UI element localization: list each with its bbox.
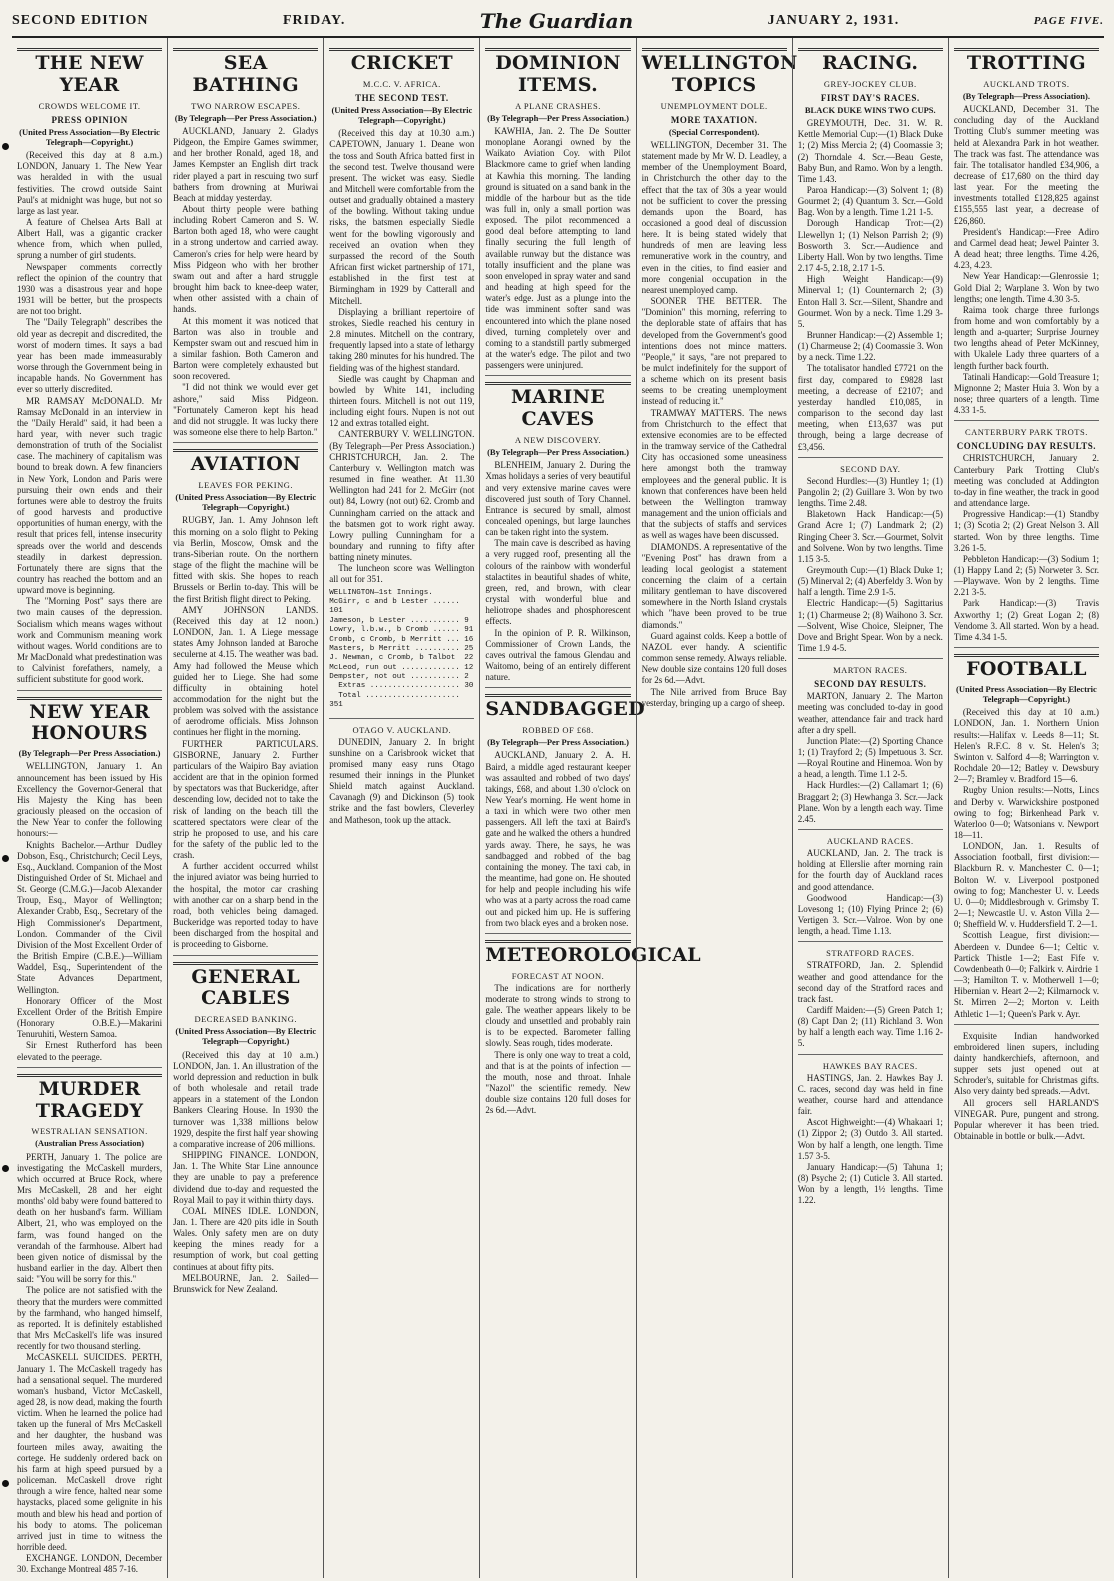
article-paragraph: Dorough Handicap Trot:—(2) Llewellyn 1; (1) Nelson Parrish 2; (9) Bosworth 3. Scr.—Audience and Liberty Hall. Won by two lengths. Time 2.17 4-5, 2.18, 2.17 1-5. bbox=[797, 218, 943, 274]
article-headline: THE NEW YEAR bbox=[17, 48, 162, 97]
article-body bbox=[798, 476, 943, 655]
article-dek: CROWDS WELCOME IT. bbox=[38, 100, 141, 111]
article-paragraph: The luncheon score was Wellington all out for 351. bbox=[329, 563, 475, 585]
article-paragraph: DIAMONDS. A representative of the "Evening Post" has drawn from a leading local geologist a statement concerning the claim of a certain military gentleman to have discovered somewhere in the North Island crystals which "have been proved to be true diamonds." bbox=[641, 541, 787, 630]
article-subhead: SECOND DAY RESULTS. bbox=[814, 679, 927, 690]
article-paragraph: Raima took charge three furlongs from home and won comfortably by a length and a-quarter; Surprise Journey two lengths ahead of Peter McKinney, with Ukalele Lady three quarters of a length further back fourth. bbox=[953, 304, 1099, 371]
article-paragraph: Blaketown Hack Handicap:—(5) Grand Acre 1; (7) Landmark 2; (2) Ringing Cheer 3. Scr.—Gourmet, Solvit and Solvene. Won by two lengths. Time 1.15 3-5. bbox=[797, 509, 943, 564]
article-paragraph: RUGBY, Jan. 1. Amy Johnson left this morning on a solo flight to Peking via Berlin, Moscow, Omsk and the trans-Siberian route. On the northern stage of the flight the machine will be fitted with skis. She hopes to reach Brussels or Berlin to-day. This will be the first British flight direct to Peking. bbox=[173, 515, 319, 604]
article-paragraph: MR RAMSAY McDONALD. Mr Ramsay McDonald in an interview in the "Daily Herald" said, it had been a hard year, with never such tragic demonstration of truth of the Socialist case. The machinery of capitalism was bound to break down. A few financiers in New York, London and Paris were pursuing their own ends and their fortunes were able to destroy the fruits of good harvests and productive opportunities of human energy, with the result that prices fell, intense insecurity spreads over the world and descends steadily in darkest depression. Fortunately there are signs that the country has reached the bottom and an upward move is beginning. bbox=[17, 395, 163, 596]
column-1 bbox=[12, 38, 167, 1578]
article-paragraph: Park Handicap:—(3) Travis Axworthy 1; (2) Great Logan 2; (8) Vendome 3. All started. Won by a head. Time 4.34 1-5. bbox=[953, 598, 1099, 642]
article-paragraph: Exquisite Indian handworked embroidered linen supers, including dainty handkerchiefs, afternoon, and supper sets just opened out at Schroder's, suitable for Christmas gifts. Also very dainty bed spreads.—Advt. bbox=[953, 1030, 1099, 1097]
article-paragraph: SHIPPING FINANCE. LONDON, Jan. 1. The White Star Line announce they are unable to pay a preference dividend due to-day and requested the Royal Mail to pay it within thirty days. bbox=[173, 1150, 319, 1205]
article-headline: FOOTBALL bbox=[954, 654, 1099, 681]
article-credit: (United Press Association—By Electric Telegraph—Copyright.) bbox=[175, 1026, 317, 1047]
article-paragraph: AUCKLAND, December 31. The concluding day of the Auckland Trotting Club's summer meeting was held at Alexandra Park in hot weather. The track was fast. The attendance was fair. The totalisator handled £34,906, a decrease of £17,680 on the third day last year. For the meeting the investments totalled £128,825 against £155,555 last year, a decrease of £26,860. bbox=[953, 104, 1099, 226]
article-paragraph: AUCKLAND, January 2. Gladys Pidgeon, the Empire Games swimmer, and her brother Ronald, aged 18, and James Kempster an English dirt track rider played a part in rescuing two surf bathers from drowning at Muriwai Beach at midday yesterday. bbox=[173, 125, 319, 203]
article-dek: A NEW DISCOVERY. bbox=[514, 435, 602, 445]
article-body bbox=[798, 960, 943, 1049]
article-paragraph: Paroa Handicap:—(3) Solvent 1; (8) Gourmet 2; (4) Quantum 3. Scr.—Gold Bag. Won by a length. Time 1.21 1-5. bbox=[797, 184, 943, 218]
article-body bbox=[798, 1073, 943, 1207]
article-body bbox=[954, 453, 1099, 643]
article-credit: (By Telegraph—Per Press Association.) bbox=[174, 112, 317, 123]
article-paragraph: Displaying a brilliant repertoire of strokes, Siedle reached his century in 2.8 minutes. Mitchell on the contrary, frequently lapsed into a state of lethargy taking 280 minutes for his hundred. The fielding was of the highest standard. bbox=[329, 306, 475, 373]
article-subhead: MORE TAXATION. bbox=[670, 114, 758, 125]
article-headline: AVIATION bbox=[173, 449, 318, 476]
article-paragraph: HASTINGS, Jan. 2. Hawkes Bay J. C. races, second day was held in fine weather, course hard and attendance fair. bbox=[797, 1072, 943, 1117]
article-paragraph: January Handicap:—(5) Tahuna 1; (8) Psyche 2; (1) Cuticle 3. All started. Won by a length, 1½ lengths. Time 1.22. bbox=[797, 1161, 943, 1206]
margin-dot bbox=[2, 1480, 9, 1487]
article-dek: WESTRALIAN SENSATION. bbox=[31, 1126, 148, 1137]
article-paragraph: The totalisator handled £7721 on the first day, compared to £9828 last meeting, a decrease of £2107; and yesterday handled £10,085, in comparison to the second day last meeting, when £13,637 was put through, being a large decrease of £3,456. bbox=[797, 363, 943, 452]
article-body bbox=[798, 118, 943, 453]
article-dek: M.C.C. V. AFRICA. bbox=[362, 78, 441, 89]
article bbox=[17, 697, 162, 1068]
article-paragraph: The "Daily Telegraph" describes the old year as decrepit and discredited, the worst of modern times. It says a bad year has been made immeasurably worse through the Government being in incapable hands. No Government has ever so utterly discredited. bbox=[17, 317, 163, 395]
article-body bbox=[173, 1050, 318, 1295]
article-headline: CRICKET bbox=[329, 48, 474, 75]
article bbox=[954, 48, 1099, 421]
article-subhead: THE SECOND TEST. bbox=[355, 92, 449, 103]
article-paragraph: The Nile arrived from Bruce Bay yesterday, bringing up a cargo of sheep. bbox=[641, 686, 787, 708]
article-paragraph: President's Handicap:—Free Adiro and Carmel dead heat; Jewel Painter 3. A dead heat; three lengths. Time 4.26, 4.23, 4.23. bbox=[953, 226, 1099, 271]
article-credit: BLACK DUKE WINS TWO CUPS. bbox=[804, 104, 936, 115]
article-paragraph: STRATFORD, Jan. 2. Splendid weather and good attendance for the second day of the Stratford races and track fast. bbox=[797, 960, 943, 1004]
article-credit: (United Press Association—By Electric Telegraph—Copyright.) bbox=[175, 492, 317, 513]
article-paragraph: (Received this day at 10.30 a.m.) CAPETOWN, January 1. Deane won the toss and South Africa batted first in the second test. Twelve thousand were present. The wicket was easy. Siedle and Mitchell were comfortable from the outset and gradually obtained a mastery of the bowling. Without taking undue risks, the batsmen especially Siedle went for the bowling vigorously and received an ovation when they surpassed the record of the South African first wicket partnership of 171, established in the first test at Birmingham in 1929 by Catterall and Mitchell. bbox=[329, 128, 475, 306]
article-paragraph: The "Morning Post" says there are two main causes of the depression. Socialism which means wages without work and Communism meaning work without wages. World conditions are to Mr MacDonald what predestination was to Calvinist forefathers, namely, a sufficient substitute for good work. bbox=[17, 596, 163, 685]
article bbox=[798, 48, 943, 458]
article-body bbox=[954, 1031, 1099, 1143]
page-number: PAGE FIVE. bbox=[1033, 15, 1104, 27]
article-credit: (United Press Association—By Electric Telegraph—Copyright.) bbox=[19, 126, 160, 147]
article bbox=[17, 1074, 162, 1580]
article bbox=[329, 48, 474, 719]
article-paragraph: TRAMWAY MATTERS. The news from Christchurch to the effect that extensive economies are to be effected in the tramway service of the Cathedral City has occasioned some uneasiness here amongst both the tramway employees and the general public. It is known that conferences have been held between the Wellington tramway management and the union officials and that the subjects of staffs and services as well as wages have been discussed. bbox=[641, 407, 787, 541]
article-credit: (United Press Association—By Electric Telegraph—Copyright.) bbox=[956, 683, 1097, 705]
article-paragraph: Hack Hurdles:—(2) Callamart 1; (6) Braggart 2; (3) Hewhanga 3. Scr.—Jack Plane. Won by a length each way. Time 2.45. bbox=[797, 780, 943, 824]
article bbox=[798, 464, 943, 660]
article-paragraph: Goodwood Handicap:—(3) Lovesong 1; (10) Flying Prince 2; (6) Vertigen 3. Scr.—Valroe. Won by one length, a head. Time 1.13. bbox=[797, 892, 943, 937]
article-body bbox=[485, 126, 630, 371]
article-body bbox=[642, 140, 787, 709]
article bbox=[641, 48, 798, 713]
article bbox=[173, 48, 318, 443]
article-paragraph: LONDON, Jan. 1. Results of Association football, first division:—Blackburn R. v. Manchester C. 0—1; Bolton W. v. Liverpool postponed owing to fog; Manchester U. v. Leeds U. 0—0; Middlesbrough v. Grimsby T. 2—1; Newcastle U. v. Aston Villa 2—0; Sheffield W. v. Huddersfield T. 2—1. bbox=[953, 841, 1099, 930]
article-paragraph: McCASKELL SUICIDES. PERTH, January 1. The McCaskell tragedy has had a sensational sequel. The murdered woman's husband, Victor McCaskell, aged 28, is now dead, making the fourth victim. When he learned the police had taken up the funeral of Mrs McCaskell and her daughter, the husband was fourteen miles away, awaiting the cortege. He suddenly ordered back on his farm at high speed pursued by a policeman. McCaskell drove right through a wire fence, halted near some haystacks, placed some gelignite in his mouth and blew his head and portion of his body to atoms. The policeman arrived just in time to witness the horrible deed. bbox=[17, 1352, 163, 1552]
article-paragraph: Second Hurdles:—(3) Huntley 1; (1) Pangolin 2; (2) Guillare 3. Won by two lengths. Time 2.48. bbox=[797, 475, 943, 509]
article-paragraph: EXCHANGE. LONDON, December 30. Exchange Montreal 485 7-16. bbox=[17, 1553, 163, 1575]
article-headline: TROTTING bbox=[954, 48, 1099, 75]
article-paragraph: The police are not satisfied with the theory that the murders were committed by the farmhand, who hanged himself, as reported. It is definitely established that Mrs McCaskell's life was insured recently for two thousand sterling. bbox=[17, 1285, 163, 1352]
article bbox=[798, 665, 943, 830]
article-body bbox=[954, 104, 1099, 416]
columns-container bbox=[12, 38, 1104, 1578]
article-dek: STRATFORD RACES. bbox=[826, 948, 915, 959]
article-paragraph: All grocers sell HARLAND'S VINEGAR. Pure, pungent and strong. Popular wherever it has been tried. Obtainable in bottle or bulk.—Advt. bbox=[953, 1097, 1099, 1142]
article-paragraph: Rugby Union results:—Notts, Lincs and Derby v. Warwickshire postponed owing to fog; Birkenhead Park v. Waterloo 0—0; Watsonians v. Newport 18—11. bbox=[953, 785, 1099, 840]
article bbox=[954, 1031, 1099, 1147]
article-paragraph: New Year Handicap:—Glenrossie 1; Gold Dial 2; Warplane 3. Won by two lengths; one length. Time 4.30 3-5. bbox=[953, 271, 1099, 304]
article-paragraph: Siedle was caught by Chapman and bowled by White 141, including thirteen fours. Mitchell is not out 119, including eight fours. Nupen is not out 12 and extras totalled eight. bbox=[329, 373, 475, 429]
article-paragraph: Pebbleton Handicap:—(3) Sodium 1; (1) Happy Land 2; (5) Norweter 3. Scr.—Playwave. Won by 2 lengths. Time 2.21 3-5. bbox=[953, 553, 1099, 598]
article-body bbox=[329, 737, 474, 826]
article bbox=[798, 948, 943, 1054]
article-paragraph: Guard against colds. Keep a bottle of NAZOL ever handy. A scientific common sense remedy. Always reliable. New double size contains 120 full doses for 2s 6d.—Advt. bbox=[641, 630, 787, 686]
article-body bbox=[798, 691, 943, 825]
article bbox=[485, 940, 701, 1121]
newspaper-title: The Guardian bbox=[479, 9, 634, 33]
article-paragraph: MARTON, January 2. The Marton meeting was concluded to-day in good weather, attendance fair and track hard after a dry spell. bbox=[797, 691, 943, 735]
article bbox=[485, 382, 630, 688]
article bbox=[173, 962, 318, 1300]
article-paragraph: The indications are for northerly moderate to strong winds to strong to gale. The weather appears likely to be cloudy and unsettled and probably rain is to be expected. Barometer falling slowly. Seas rough, tides moderate. bbox=[485, 982, 631, 1049]
article-dek: TWO NARROW ESCAPES. bbox=[191, 100, 301, 111]
article-paragraph: AUCKLAND, Jan. 2. The track is holding at Ellerslie after morning rain for the fourth day of Auckland races and good attendance. bbox=[797, 848, 943, 892]
column-6 bbox=[792, 38, 948, 1578]
article-paragraph: Ascot Highweight:—(4) Whakaari 1; (1) Zippor 2; (3) Outdo 3. All started. Won by half a length, one length. Time 1.57 3-5. bbox=[797, 1117, 943, 1161]
article-headline: MARINE CAVES bbox=[485, 382, 630, 431]
article-paragraph: High Weight Handicap:—(9) Minerval 1; (1) Counternarch 2; (3) Enton Hall 3. Scr.—Silent, Shandre and Gourmet. Won by a neck. Time 1.29 3-5. bbox=[797, 274, 943, 329]
edition-label: SECOND EDITION bbox=[12, 13, 149, 28]
article-paragraph: A further accident occurred whilst the injured aviator was being hurried to the hospital, the motor car crashing with another car on a sharp bend in the road, both vehicles being damaged. Buckeridge was reported today to have been discharged from the hospital and is proceeding to Gisborne. bbox=[173, 861, 319, 950]
article-paragraph: Electric Handicap:—(5) Sagittarius 1; (1) Charmeuse 2; (8) Waihono 3. Scr.—Solvent, Wise Choice, Sleipner, The Dove and Bright Spear. Won by a neck. Time 1.9 4-5. bbox=[797, 598, 943, 654]
article-headline: NEW YEAR HONOURS bbox=[17, 697, 162, 746]
article-paragraph: COAL MINES IDLE. LONDON, Jan. 1. There are 420 pits idle in South Wales. Only safety men are on duty keeping the mines ready for a resumption of work, but coal getting continues at about fifty pits. bbox=[173, 1205, 319, 1272]
article bbox=[954, 427, 1099, 648]
column-4 bbox=[479, 38, 701, 1578]
article bbox=[798, 1061, 943, 1211]
article bbox=[798, 836, 943, 942]
article-paragraph: (Received this day at 10 a.m.) LONDON, Jan. 1. Northern Union results:—Halifax v. Leeds 8—11; St. Helen's R.F.C. 8 v. St. Helen's 3; Swinton v. Salford 4—8; Warrington v. Rochdale 20—12; Batley v. Dewsbury 2—7; Bramley v. Bradford 15—6. bbox=[953, 707, 1099, 785]
article-subhead: FIRST DAY'S RACES. bbox=[820, 92, 920, 103]
article-paragraph: Scottish League, first division:—Aberdeen v. Dundee 6—1; Celtic v. Partick Thistle 1—2; East Fife v. Cowdenbeath 0—0; Falkirk v. Airdrie 1—3; Hamilton T. v. Motherwell 1—0; Hibernian v. Heart 2—2; Kilmarnock v. St. Mirren 2—2; Morton v. Leith Athletic 1—1; Queen's Park v. Ayr. bbox=[953, 930, 1099, 1019]
article-body bbox=[17, 1152, 162, 1576]
article-paragraph: WELLINGTON, December 31. The statement made by Mr W. D. Leadley, a member of the Unemployment Board, in Christchurch the other day to the effect that the tax of 30s a year would not be sufficient to cover the pressing demands upon the Board, has occasioned a good deal of discussion here. It is being stated widely that hundreds of men are leaving less remunerative work in the country, and even in the cities, to find easier and more congenial occupation in the nearest unemployed camp. bbox=[641, 139, 787, 295]
article-paragraph: KAWHIA, Jan. 2. The De Soutter monoplane Aorangi owned by the Waikato Aviation Coy. with Pilot Blackmore came to grief when landing at Kawhia this morning. The landing ground is situated on a sand bank in the middle of the harbour but as the tide was full in, only a small portion was exposed. The pilot recommenced a good deal before attempting to land finally securing the full length of available runway but the distance was totally insufficient and the plane was soon enveloped in spray water and sand and heading at high speed for the water's edge. Just as a plunge into the tide was imminent softer sand was encountered into which the plane nosed dived, turning completely over and coming to a standstill partly submerged at the water's edge. The pilot and two passengers were uninjured. bbox=[485, 125, 631, 371]
article-paragraph: WELLINGTON, January 1. An announcement has been issued by His Excellency the Governor-General that His Majesty the King has been graciously pleased on the occasion of the New Year to confer the following honours:— bbox=[17, 761, 163, 839]
article-paragraph: Sir Ernest Rutherford has been elevated to the peerage. bbox=[17, 1040, 163, 1062]
article-paragraph: There is only one way to treat a cold, and that is at the points of infection — the mouth, nose and throat. Inhale "Nazol" the scientific remedy. New double size contains 120 full doses for 2s 6d.—Advt. bbox=[485, 1049, 631, 1116]
masthead bbox=[12, 6, 1104, 38]
article-paragraph: FURTHER PARTICULARS. GISBORNE, January 2. Further particulars of the Waipiro Bay aviation accident are that in the opinion formed by spectators was that Buckeridge, after descending low, decided not to take the risk of landing on the beach till the scattered spectators were clear of the strip he proposed to use, and his care for the safety of the public led to the crash. bbox=[173, 738, 319, 861]
article-paragraph: Progressive Handicap:—(1) Standby 1; (3) Scotia 2; (2) Great Nelson 3. All started. Won by three lengths. Time 3.26 1-5. bbox=[953, 509, 1099, 553]
article-paragraph: Cardiff Maiden:—(5) Green Patch 1; (8) Capt Dan 2; (11) Richland 3. Won by half a length each way. Time 1.16 2-5. bbox=[797, 1004, 943, 1049]
article-dek: DECREASED BANKING. bbox=[194, 1014, 297, 1025]
article-body bbox=[173, 126, 318, 438]
article-headline: DOMINION ITEMS. bbox=[485, 48, 630, 97]
article-paragraph: The main cave is described as having a very rugged roof, presenting all the colours of the rainbow with wonderful stalactites in beautiful shades of white, green, red, and brown, with clear crystal with wonderful blue and heliotrope shades and phosphorescent effects. bbox=[485, 538, 631, 627]
article-credit: (United Press Association—By Electric Telegraph—Copyright.) bbox=[331, 104, 473, 126]
article-credit: (By Telegraph—Per Press Association.) bbox=[487, 112, 629, 123]
article-paragraph: Junction Plate:—(2) Sporting Chance 1; (1) Trayford 2; (5) Impetuous 3. Scr.—Royal Routine and Hinemoa. Won by a head, a length. Time 1.1 2-5. bbox=[797, 735, 943, 780]
article bbox=[485, 48, 630, 376]
article-dek: HAWKES BAY RACES. bbox=[822, 1060, 918, 1071]
article-dek: AUCKLAND TROTS. bbox=[983, 78, 1070, 89]
article-headline: METEOROLOGICAL bbox=[485, 940, 630, 967]
article-credit: (Special Correspondent). bbox=[668, 126, 760, 137]
article bbox=[485, 694, 645, 934]
article-paragraph: "I did not think we would ever get ashore," said Miss Pidgeon. "Fortunately Cameron kept his head and did not struggle. It was lucky there was someone else there to help Barton." bbox=[173, 382, 319, 438]
article bbox=[17, 48, 162, 691]
article-paragraph: SOONER THE BETTER. The "Dominion" this morning, referring to the deplorable state of affairs that has developed from the Government's good intentions does not mince matters. "People," it says, "are not prepared to be mulct indefinitely for the support of a scheme which on its present basis seems to be creating unemployment instead of reducing it." bbox=[641, 296, 787, 407]
margin-dot bbox=[2, 855, 9, 862]
margin-dot bbox=[2, 1165, 9, 1172]
article-credit: (By Telegraph—Per Press Association.) bbox=[18, 748, 161, 759]
score-table: WELLINGTON—1st Innings. McGirr, c and b Lester ...... 101 Jameson, b Lester ........... 9 Lowry, l.b.w., b Cromb ...... 91 Cromb, c Cromb, b Merritt ... 16 Masters, b Merritt .......... 25 J. Newman, c Cromb, b Talbot 22 McLeod, run out ............. 12 Dempster, not out ........... 2 Extras .................... 30 Total ..................... 351 bbox=[329, 588, 474, 710]
day-label: FRIDAY. bbox=[282, 13, 346, 28]
article-body bbox=[485, 750, 630, 929]
date-label: JANUARY 2, 1931. bbox=[767, 13, 900, 28]
article-paragraph: At this moment it was noticed that Barton was also in trouble and Kempster swam out and rescued him in a similar fashion. Both Cameron and Barton were completely exhausted but soon recovered. bbox=[173, 315, 319, 382]
article-subhead: CONCLUDING DAY RESULTS. bbox=[956, 441, 1097, 452]
article-paragraph: CHRISTCHURCH, January 2. Canterbury Park Trotting Club's meeting was concluded at Addington to-day in fine weather, the track in good and attendance large. bbox=[953, 453, 1099, 509]
article-body bbox=[17, 761, 162, 1062]
article-dek: GREY-JOCKEY CLUB. bbox=[823, 78, 917, 89]
article-paragraph: AUCKLAND, January 2. A. H. Baird, a middle aged restaurant keeper was assaulted and robbed of two days' takings, £68, and about 1.30 o'clock on New Year's morning. He went home in a taxi in which were two other men passengers. All left the taxi at Baird's gate and he walked the others a hundred yards away. There, he says, he was sandbagged and robbed of the bag containing the money. The taxi cab, in the meantime, had gone on. He shouted for help and people including his wife who was at a party across the road came out and picked him up. He is suffering from two black eyes and a broken nose. bbox=[485, 750, 631, 928]
article-paragraph: CANTERBURY V. WELLINGTON. (By Telegraph—Per Press Association.) CHRISTCHURCH, Jan. 2. The Canterbury v. Wellington match was resumed in fine weather. At 11.30 Wellington had 241 for 2. McGirr (not out) 84, Lowry (not out) 62. Cromb and Cunningham carried on the attack and the batsmen got to work right away. Lowry pulling Cunningham for a boundary and running to fifty after batting ninety minutes. bbox=[329, 429, 475, 563]
article-dek: FORECAST AT NOON. bbox=[511, 970, 605, 981]
column-2 bbox=[167, 38, 323, 1578]
article-credit: (Australian Press Association) bbox=[35, 1138, 145, 1149]
column-7 bbox=[948, 38, 1104, 1578]
article-subhead: PRESS OPINION bbox=[51, 114, 128, 125]
article-body bbox=[954, 707, 1099, 1019]
article-body bbox=[798, 848, 943, 937]
article-dek: A PLANE CRASHES. bbox=[515, 100, 601, 111]
article-headline: GENERAL CABLES bbox=[173, 962, 318, 1011]
article-headline: WELLINGTON TOPICS bbox=[642, 48, 787, 97]
article-body bbox=[173, 515, 318, 950]
article-paragraph: Brunner Handicap:—(2) Assemble 1; (1) Charmeuse 2; (4) Coomassie 3. Won by a neck. Time 1.22. bbox=[797, 330, 943, 363]
article-dek: UNEMPLOYMENT DOLE. bbox=[660, 100, 768, 111]
article-body bbox=[329, 128, 474, 585]
article-paragraph: MELBOURNE, Jan. 2. Sailed—Brunswick for New Zealand. bbox=[173, 1272, 319, 1294]
article-dek: CANTERBURY PARK TROTS. bbox=[964, 427, 1088, 438]
article-dek: ROBBED OF £68. bbox=[522, 725, 594, 736]
article-paragraph: Honorary Officer of the Most Excellent Order of the British Empire (Honorary O.B.E.)—Makarini Tenuruhiti, Western Samoa. bbox=[17, 995, 163, 1040]
article-body bbox=[485, 983, 630, 1117]
article-paragraph: DUNEDIN, January 2. In bright sunshine on a Carisbrook wicket that promised many easy runs Otago resumed their innings in the Plunket Shield match against Auckland. Cavanagh (9) and Dickinson (5) took strike and the fast bowlers, Cleverley and Matheson, took up the attack. bbox=[329, 736, 475, 825]
article-paragraph: Greymouth Cup:—(1) Black Duke 1; (5) Minerval 2; (4) Aberfeldy 3. Won by half a length. Time 2.9 1-5. bbox=[797, 564, 943, 598]
article-dek: SECOND DAY. bbox=[840, 463, 901, 474]
article-headline: SEA BATHING bbox=[173, 48, 318, 97]
article-dek: LEAVES FOR PEKING. bbox=[198, 480, 293, 491]
article-headline: MURDER TRAGEDY bbox=[17, 1074, 162, 1123]
margin-dot bbox=[2, 143, 9, 150]
article-body bbox=[485, 460, 630, 683]
article-paragraph: (Received this day at 10 a.m.) LONDON, Jan. 1. An illustration of the world depression and reduction in bulk of both wholesale and retail trade appears in a statement of the London Bankers Clearing House. In 1930 the turnover was 1,338 millions below 1929, despite the first half year showing a comparative increase of 206 millions. bbox=[173, 1049, 319, 1149]
article-paragraph: PERTH, January 1. The police are investigating the McCaskell murders, which occurred at Bruce Rock, where Mrs McCaskell, 28 and her eight months' old baby were found battered to death on her husband's farm. William Albert, 21, who was employed on the farm, was found hanged on the verandah of the farmhouse. Albert had been given notice of dismissal by the husband earlier in the day. Albert then said: "You will be sorry for this." bbox=[17, 1151, 163, 1285]
article-paragraph: AMY JOHNSON LANDS. (Received this day at 12 noon.) LONDON, Jan. 1. A Liege message states Amy Johnson landed at Baroche seculerne at 4.15. The weather was bad. Amy had followed the Meuse which guided her to Liege. She had some difficulty in obtaining hotel accommodation for the night but the problem was solved with the assistance of aerodrome officials. Miss Johnson continues her flight in the morning. bbox=[173, 604, 319, 738]
article-paragraph: (Received this day at 8 a.m.) LONDON, January 1. The New Year was heralded in with the usual festivities. The crowd outside Saint Paul's at midnight was huge, but not so large as last year. bbox=[17, 150, 163, 216]
column-3 bbox=[323, 38, 479, 1578]
article-dek: MARTON RACES. bbox=[833, 665, 908, 676]
article-credit: (By Telegraph—Per Press Association.) bbox=[487, 737, 629, 748]
article-paragraph: Newspaper comments correctly reflect the opinion of the country that 1930 was a disastrous year and hope 1931 will be better, but the prospects are not too bright. bbox=[17, 261, 163, 317]
article-headline: SANDBAGGED bbox=[485, 694, 630, 721]
article bbox=[954, 654, 1099, 1025]
article-headline: RACING. bbox=[798, 48, 943, 75]
article-credit: (By Telegraph—Press Association). bbox=[962, 90, 1090, 101]
article-paragraph: BLENHEIM, January 2. During the Xmas holidays a series of very beautiful and very extensive marine caves were discovered just south of Tory Channel. Entrance is secured by small, almost concealed openings, but large launches can be taken right into the system. bbox=[485, 460, 631, 538]
article-dek: OTAGO V. AUCKLAND. bbox=[352, 724, 452, 735]
article-dek: AUCKLAND RACES. bbox=[826, 836, 914, 847]
article-paragraph: About thirty people were bathing including Robert Cameron and S. W. Barton both aged 18, who were caught in a strong undertow and carried away. Cameron's cries for help were heard by Miss Pidgeon who with her brother swam out and after a hard struggle brought him back to knee-deep water, when other assisted with a chain of hands. bbox=[173, 203, 319, 315]
column-5 bbox=[636, 38, 798, 1578]
article-body bbox=[17, 150, 162, 686]
article-paragraph: In the opinion of P. R. Wilkinson, Commissioner of Crown Lands, the caves outrival the famous Glendau and Waitomo, being of an entirely different nature. bbox=[485, 627, 631, 683]
article-credit: (By Telegraph—Per Press Association.) bbox=[487, 447, 629, 457]
article bbox=[173, 449, 318, 955]
article-paragraph: Tatinali Handicap:—Gold Treasure 1; Mignonne 2; Master Huia 3. Won by a nose; three quarters of a length. Time 4.33 1-5. bbox=[953, 371, 1099, 416]
article-paragraph: Knights Bachelor.—Arthur Dudley Dobson, Esq., Christchurch; Cecil Leys, Esq., Auckland. Companion of the Most Distinguished Order of St. Michael and St. George (C.M.G.)—Jacob Alexander Troup, Esq., Mayor of Wellington; Alexander Crabb, Esq., Secretary of the High Commissioner's Department, London. Commander of the Civil Division of the Most Excellent Order of the British Empire (C.B.E.)—William Waddel, Esq., Superintendent of the State Advances Department, Wellington. bbox=[17, 839, 163, 995]
article bbox=[329, 725, 474, 830]
article-paragraph: GREYMOUTH, Dec. 31. W. R. Kettle Memorial Cup:—(1) Black Duke 1; (2) Miss Mercia 2; (4) Coomassie 3; (2) Thorndale 4. Scr.—Beau Geste, Baby Bun, and Ramo. Won by a length. Time 1.43. bbox=[797, 118, 943, 184]
article-paragraph: A feature of Chelsea Arts Ball at Albert Hall, was a gigantic cracker whence from, which when pulled, sprung a number of girl students. bbox=[17, 217, 163, 261]
